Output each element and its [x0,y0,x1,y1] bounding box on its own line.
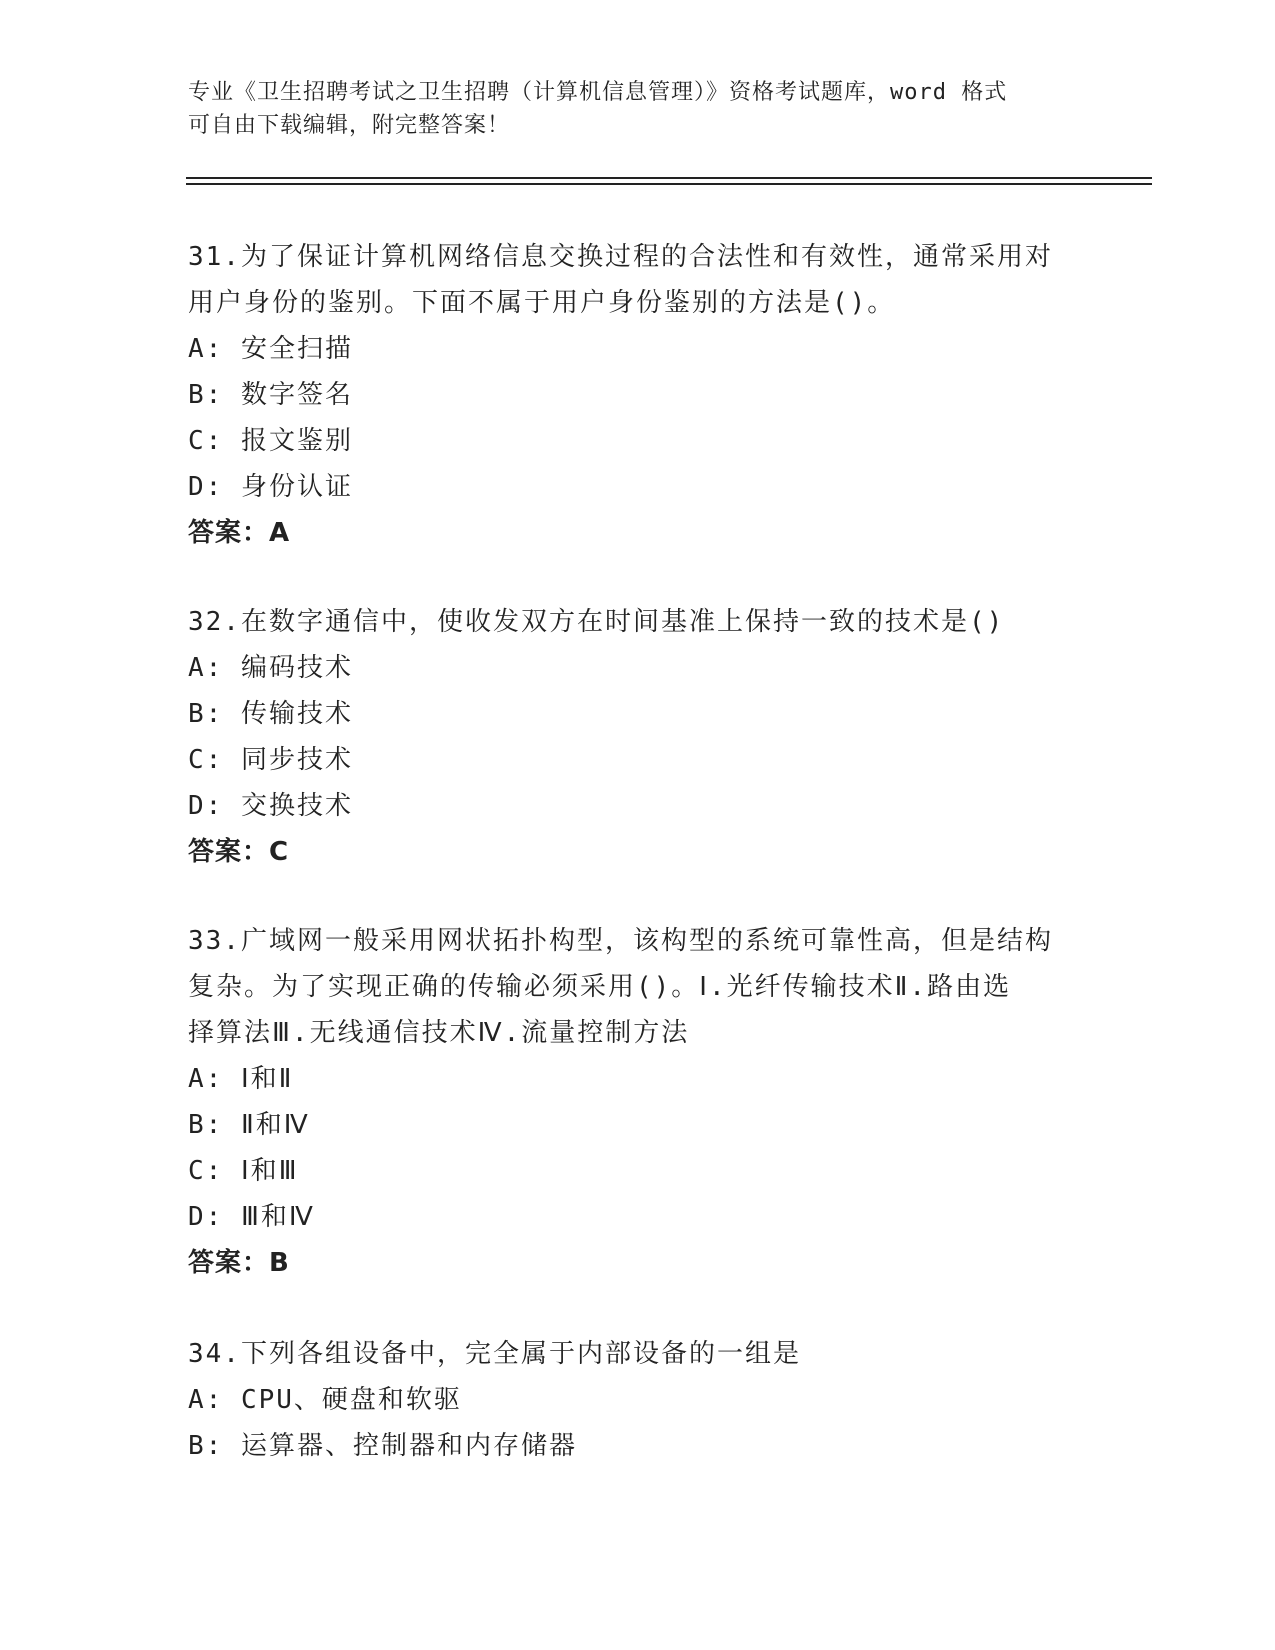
option-a: A: Ⅰ和Ⅱ [188,1064,294,1094]
option-c: C: 报文鉴别 [188,426,353,456]
answer-line: 答案：B [188,1248,290,1278]
question-stem-line: 复杂。为了实现正确的传输必须采用()。Ⅰ.光纤传输技术Ⅱ.路由选 [188,972,1012,1002]
document-header [188,76,1088,142]
question-stem-line: 33.广域网一般采用网状拓扑构型，该构型的系统可靠性高，但是结构 [188,926,1053,956]
question-34 [188,1331,1088,1469]
answer-line: 答案：C [188,837,290,867]
option-c: C: Ⅰ和Ⅲ [188,1156,299,1186]
question-stem-line: 择算法Ⅲ.无线通信技术Ⅳ.流量控制方法 [188,1018,690,1048]
question-stem-line: 31.为了保证计算机网络信息交换过程的合法性和有效性，通常采用对 [188,242,1053,272]
option-a: A: 安全扫描 [188,334,353,364]
option-d: D: Ⅲ和Ⅳ [188,1202,315,1232]
question-stem-line: 用户身份的鉴别。下面不属于用户身份鉴别的方法是()。 [188,288,896,318]
question-stem-line: 34.下列各组设备中，完全属于内部设备的一组是 [188,1339,801,1369]
option-b: B: 传输技术 [188,699,353,729]
option-d: D: 交换技术 [188,791,353,821]
question-31 [188,234,1088,556]
option-b: B: 数字签名 [188,380,353,410]
header-line-2: 可自由下载编辑，附完整答案！ [188,113,511,138]
option-a: A: CPU、硬盘和软驱 [188,1385,462,1415]
header-divider-bottom [186,183,1152,185]
option-a: A: 编码技术 [188,653,353,683]
option-c: C: 同步技术 [188,745,353,775]
option-d: D: 身份认证 [188,472,353,502]
header-divider-top [186,177,1152,179]
answer-line: 答案：A [188,518,291,548]
option-b: B: Ⅱ和Ⅳ [188,1110,310,1140]
question-stem-line: 32.在数字通信中，使收发双方在时间基准上保持一致的技术是() [188,607,1005,637]
question-32 [188,599,1088,875]
option-b: B: 运算器、控制器和内存储器 [188,1431,577,1461]
header-line-1: 专业《卫生招聘考试之卫生招聘（计算机信息管理）》资格考试题库，word 格式 [188,80,1008,105]
question-33 [188,918,1088,1286]
